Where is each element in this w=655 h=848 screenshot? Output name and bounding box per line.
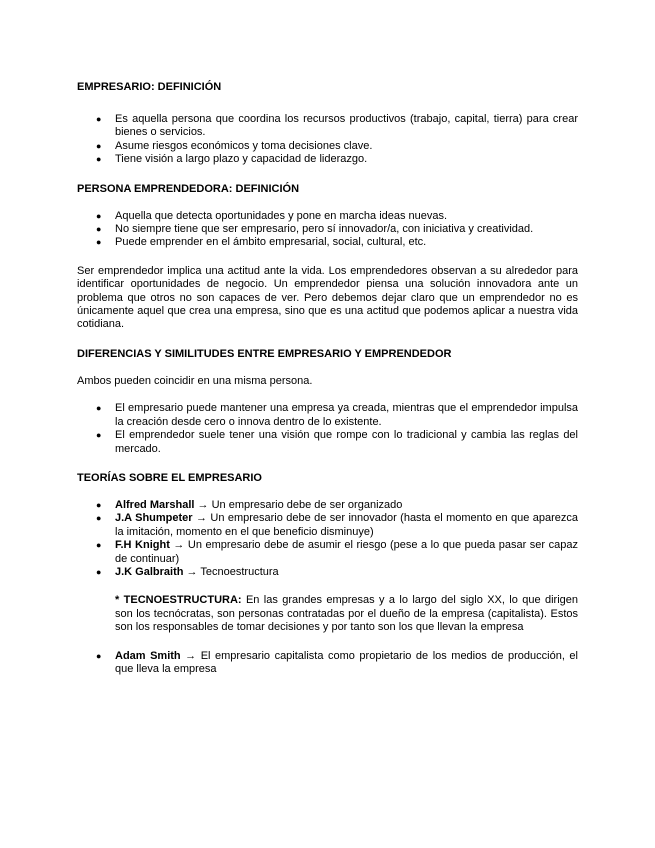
list-item <box>77 512 578 539</box>
heading-emprendedora: PERSONA EMPRENDEDORA: DEFINICIÓN <box>77 182 300 195</box>
list-item: ● El empresario puede mantener una empresa ya creada, mientras que el emprendedor impulsa la creación desde cero o innova dentro de lo existente. <box>77 402 578 429</box>
theory-text: → Tecnoestructura <box>183 565 279 578</box>
list-item <box>77 499 578 512</box>
author-name: F.H Knight <box>115 539 170 552</box>
note-text: En las grandes empresas y a lo largo del siglo XX, lo que dirigen son los tecnócratas, son personas contratadas por el dueño de la empresa (capitalista). Estos son los responsables de tomar decisiones y por tanto son los que llevan la empresa <box>115 594 578 634</box>
theory-text: → Un empresario debe de asumir el riesgo (pese a lo que pueda pasar ser capaz de continuar) <box>115 539 578 565</box>
heading-empresario: EMPRESARIO: DEFINICIÓN <box>77 81 222 93</box>
list-item <box>77 566 578 579</box>
note-tecnoestructura <box>77 594 578 634</box>
list-item: ● Puede emprender en el ámbito empresarial, social, cultural, etc. <box>77 236 578 249</box>
heading-diferencias: DIFERENCIAS Y SIMILITUDES ENTRE EMPRESARIO Y EMPRENDEDOR <box>77 347 452 360</box>
heading-teorias: TEORÍAS SOBRE EL EMPRESARIO <box>77 471 262 484</box>
author-name: J.K Galbraith <box>115 565 184 578</box>
theory-text: → Un empresario debe de ser organizado <box>194 498 403 511</box>
list-emprendedora <box>77 210 578 250</box>
list-diferencias <box>77 402 578 456</box>
list-empresario <box>77 113 578 167</box>
list-item: ● El emprendedor suele tener una visión que rompe con lo tradicional y cambia las reglas del mercado. <box>77 429 578 456</box>
list-item: ● Es aquella persona que coordina los recursos productivos (trabajo, capital, tierra) para crear bienes o servicios. <box>77 113 578 140</box>
list-teorias-extra <box>77 650 578 677</box>
list-item <box>77 650 578 677</box>
author-name: Adam Smith <box>115 649 181 662</box>
author-name: J.A Shumpeter <box>115 512 193 525</box>
theory-text: → El empresario capitalista como propietario de los medios de producción, el que lleva la empresa <box>115 649 578 675</box>
list-teorias <box>77 499 578 579</box>
paragraph-ambos: Ambos pueden coincidir en una misma persona. <box>77 374 313 387</box>
list-item <box>77 539 578 566</box>
paragraph-emprendedor: Ser emprendedor implica una actitud ante la vida. Los emprendedores observan a su alrededor para identificar oportunidades de negocio. Un emprendedor piensa una solución innovadora ante un problema que otros no son capaces de ver. Pero debemos dejar claro que un emprendedor no es únicamente aquel que crea una empresa, sino que es una actitud que podemos aplicar a nuestra vida cotidiana. <box>77 264 578 331</box>
list-item: ● No siempre tiene que ser empresario, pero sí innovador/a, con iniciativa y creatividad. <box>77 223 578 236</box>
list-item: ● Aquella que detecta oportunidades y pone en marcha ideas nuevas. <box>77 210 578 223</box>
list-item: ● Asume riesgos económicos y toma decisiones clave. <box>77 140 578 153</box>
author-name: Alfred Marshall <box>115 498 195 511</box>
document-page <box>77 80 578 676</box>
list-item: ● Tiene visión a largo plazo y capacidad de liderazgo. <box>77 153 578 166</box>
theory-text: → Un empresario debe de ser innovador (hasta el momento en que aparezca la imitación, momento en el que beneficio disminuye) <box>115 512 578 538</box>
note-label: * TECNOESTRUCTURA: <box>115 594 242 607</box>
